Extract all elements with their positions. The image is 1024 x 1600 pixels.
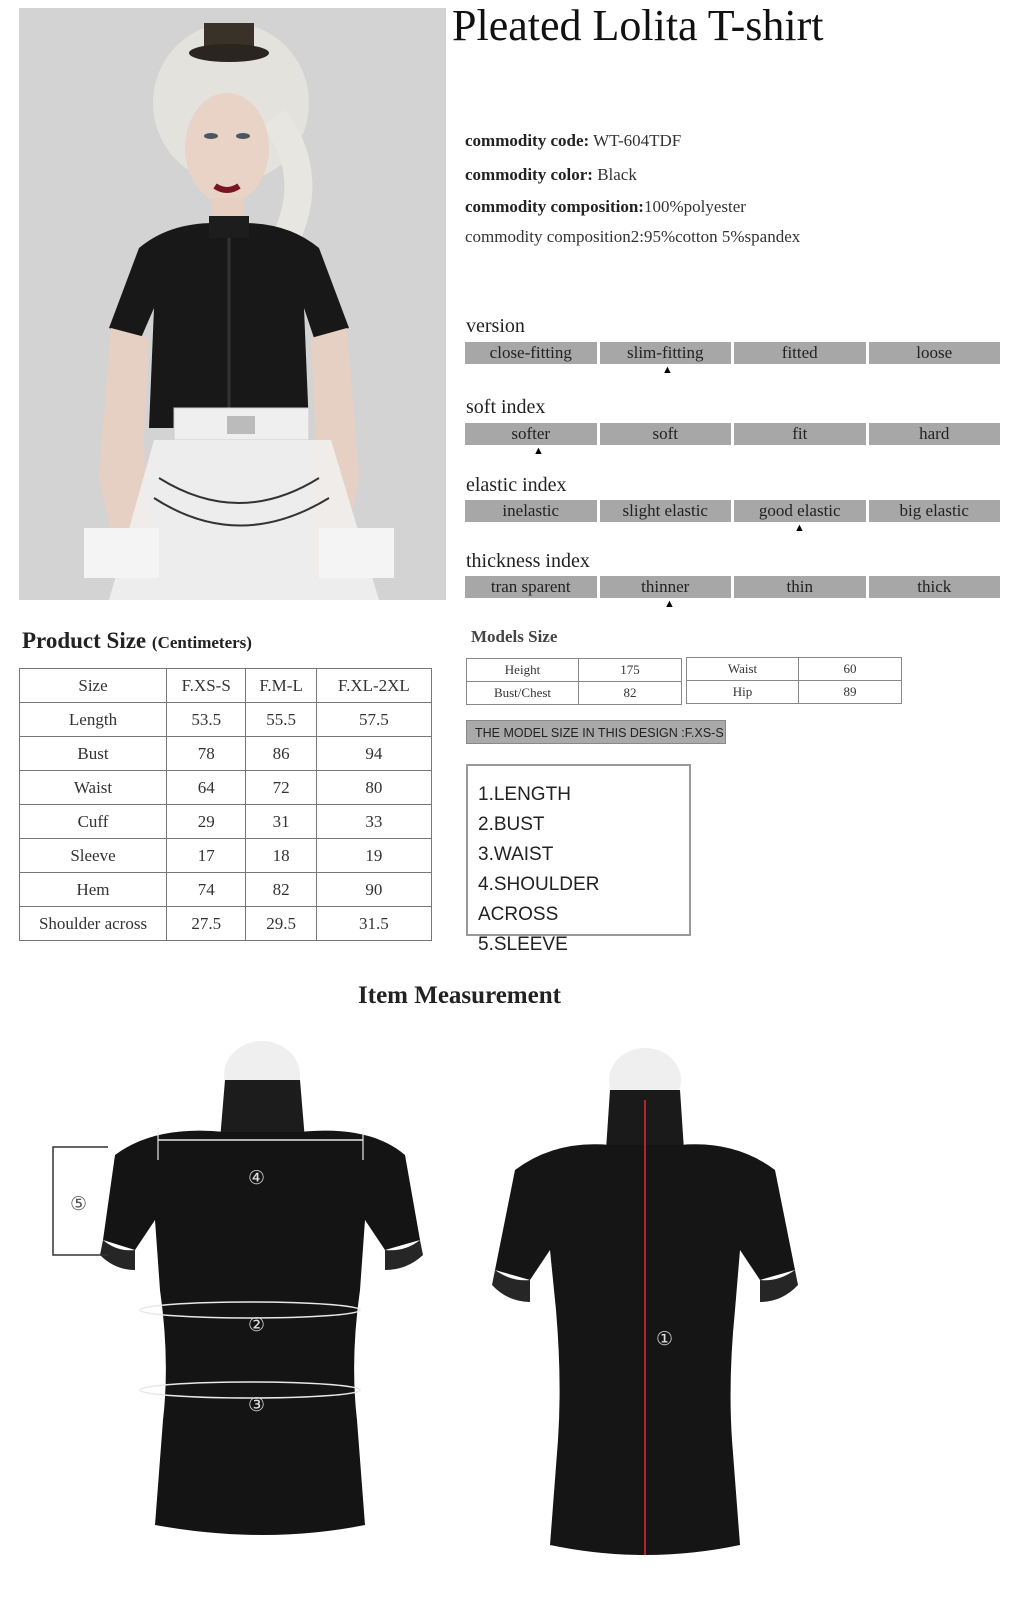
table-cell: 33 <box>316 805 431 839</box>
table-header-cell: Size <box>20 669 167 703</box>
table-cell: Bust <box>20 737 167 771</box>
version-option: fitted <box>734 342 866 364</box>
soft-index-option: soft <box>600 423 732 445</box>
models-size-table-left <box>466 658 682 705</box>
elastic-index-label: elastic index <box>466 474 567 496</box>
table-cell: 78 <box>167 737 246 771</box>
attr-code-value: WT-604TDF <box>589 131 682 150</box>
soft-index-bar <box>465 423 1000 445</box>
thickness-index-selected-marker: ▲ <box>664 598 675 610</box>
model-size-note: THE MODEL SIZE IN THIS DESIGN :F.XS-S <box>466 720 726 744</box>
table-cell: 74 <box>167 873 246 907</box>
table-cell: 31.5 <box>316 907 431 941</box>
table-cell: Waist <box>20 771 167 805</box>
table-row <box>20 873 432 907</box>
table-cell: Height <box>467 659 579 682</box>
table-row <box>20 703 432 737</box>
table-cell: Hip <box>687 681 799 704</box>
legend-item: 4.SHOULDER ACROSS <box>478 874 600 925</box>
thickness-index-option: thick <box>869 576 1001 598</box>
soft-index-selected-marker: ▲ <box>533 445 544 457</box>
attr-composition-key: commodity composition: <box>465 197 644 216</box>
soft-index-option: softer <box>465 423 597 445</box>
marker-1: ① <box>656 1328 674 1350</box>
table-cell: 72 <box>246 771 316 805</box>
version-selected-marker: ▲ <box>662 364 673 376</box>
table-cell: Waist <box>687 658 799 681</box>
item-measurement-title: Item Measurement <box>358 982 561 1009</box>
marker-2: ② <box>248 1314 266 1336</box>
thickness-index-option: tran sparent <box>465 576 597 598</box>
table-row <box>20 805 432 839</box>
table-row <box>687 658 902 681</box>
model-illustration <box>19 8 446 600</box>
elastic-index-option: inelastic <box>465 500 597 522</box>
table-cell: Cuff <box>20 805 167 839</box>
table-cell: 31 <box>246 805 316 839</box>
table-cell: Hem <box>20 873 167 907</box>
version-option: slim-fitting <box>600 342 732 364</box>
table-row <box>20 907 432 941</box>
back-garment-diagram <box>470 1040 830 1560</box>
table-cell: 29.5 <box>246 907 316 941</box>
table-cell: 17 <box>167 839 246 873</box>
thickness-index-option: thinner <box>600 576 732 598</box>
table-cell: 29 <box>167 805 246 839</box>
table-cell: Bust/Chest <box>467 682 579 705</box>
table-cell: 86 <box>246 737 316 771</box>
table-row <box>467 659 682 682</box>
elastic-index-option: good elastic <box>734 500 866 522</box>
marker-4: ④ <box>248 1167 266 1189</box>
product-size-table <box>19 668 432 941</box>
table-cell: Length <box>20 703 167 737</box>
elastic-index-option: big elastic <box>869 500 1001 522</box>
table-cell: 64 <box>167 771 246 805</box>
attr-composition-value: 100%polyester <box>643 197 746 216</box>
table-cell: Sleeve <box>20 839 167 873</box>
elastic-index-selected-marker: ▲ <box>794 522 805 534</box>
attr-code-key: commodity code: <box>465 131 590 150</box>
product-size-title <box>22 628 252 654</box>
soft-index-label: soft index <box>466 396 546 418</box>
models-size-table-right <box>686 657 902 704</box>
marker-3: ③ <box>248 1394 266 1416</box>
version-option: loose <box>869 342 1001 364</box>
thickness-index-label: thickness index <box>466 550 590 572</box>
legend-item: 5.SLEEVE <box>478 934 568 955</box>
table-cell: 82 <box>246 873 316 907</box>
table-cell: 94 <box>316 737 431 771</box>
model-photo <box>19 8 446 600</box>
legend-item: 1.LENGTH <box>478 784 571 805</box>
table-header-cell: F.M-L <box>246 669 316 703</box>
legend-item: 2.BUST <box>478 814 545 835</box>
thickness-index-option: thin <box>734 576 866 598</box>
version-bar <box>465 342 1000 364</box>
attr-code <box>465 131 681 151</box>
table-cell: 89 <box>799 681 902 704</box>
table-row <box>687 681 902 704</box>
attr-composition2 <box>465 227 800 247</box>
table-cell: 55.5 <box>246 703 316 737</box>
product-size-unit: (Centimeters) <box>151 633 252 652</box>
elastic-index-option: slight elastic <box>600 500 732 522</box>
attr-color <box>465 165 637 185</box>
product-title: Pleated Lolita T-shirt <box>452 1 824 50</box>
table-cell: 60 <box>799 658 902 681</box>
version-option: close-fitting <box>465 342 597 364</box>
table-header-cell: F.XL-2XL <box>316 669 431 703</box>
table-row <box>467 682 682 705</box>
elastic-index-bar <box>465 500 1000 522</box>
version-label: version <box>466 315 525 337</box>
attr-color-key: commodity color: <box>465 165 593 184</box>
attr-color-value: Black <box>592 165 637 184</box>
attr-composition2-value: commodity composition2:95%cotton 5%spandex <box>465 227 801 246</box>
table-cell: 175 <box>579 659 682 682</box>
front-garment-diagram <box>45 1040 445 1560</box>
soft-index-option: fit <box>734 423 866 445</box>
measurement-legend <box>466 764 691 955</box>
table-cell: 57.5 <box>316 703 431 737</box>
table-header-cell: F.XS-S <box>167 669 246 703</box>
legend-item: 3.WAIST <box>478 844 554 865</box>
table-cell: 80 <box>316 771 431 805</box>
table-cell: 27.5 <box>167 907 246 941</box>
table-cell: 90 <box>316 873 431 907</box>
models-size-title: Models Size <box>471 627 558 646</box>
table-cell: 53.5 <box>167 703 246 737</box>
marker-5: ⑤ <box>70 1193 88 1215</box>
attr-composition <box>465 197 746 217</box>
table-cell: 19 <box>316 839 431 873</box>
table-cell: 18 <box>246 839 316 873</box>
table-row <box>20 771 432 805</box>
table-cell: 82 <box>579 682 682 705</box>
table-header-row <box>20 669 432 703</box>
soft-index-option: hard <box>869 423 1001 445</box>
thickness-index-bar <box>465 576 1000 598</box>
table-cell: Shoulder across <box>20 907 167 941</box>
table-row <box>20 737 432 771</box>
table-row <box>20 839 432 873</box>
product-size-heading: Product Size <box>22 628 147 653</box>
